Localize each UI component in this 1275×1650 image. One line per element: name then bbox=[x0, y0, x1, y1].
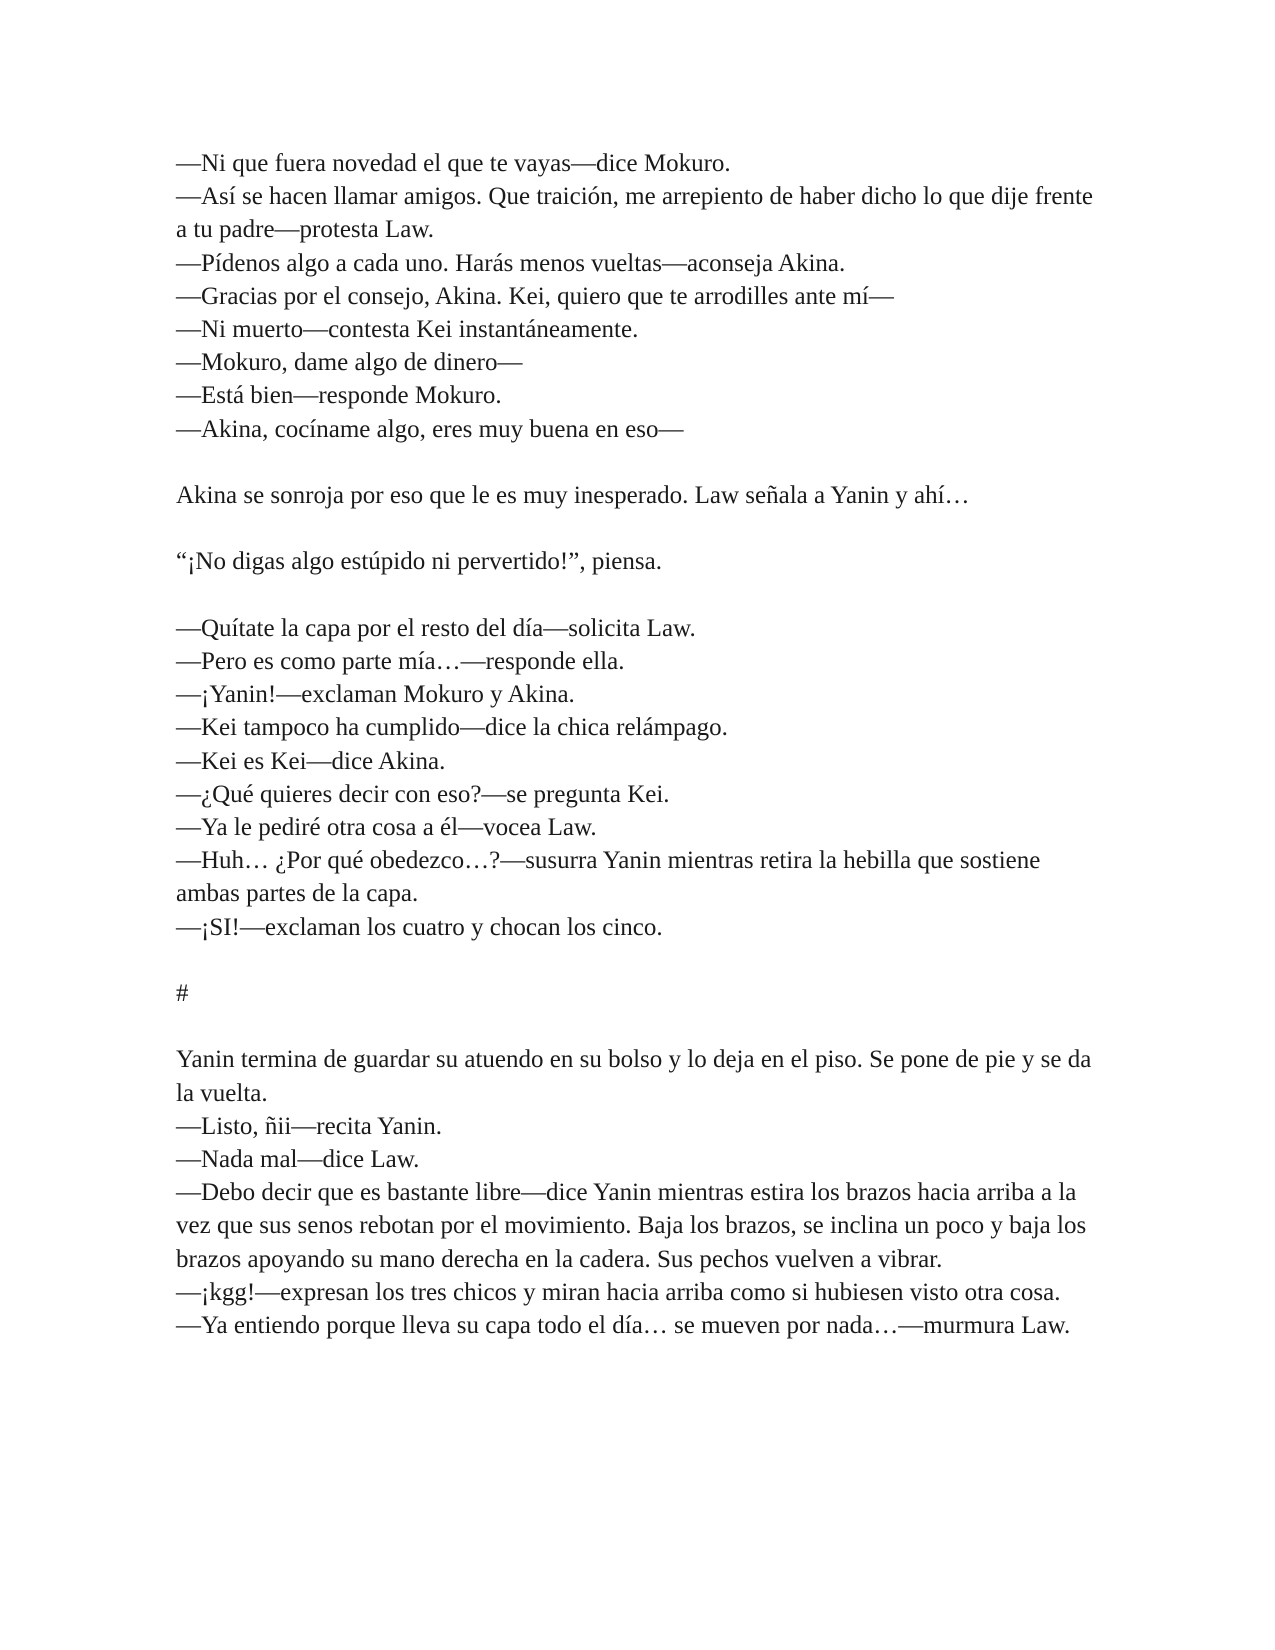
scene-break: # bbox=[176, 980, 189, 1008]
blank-line bbox=[176, 579, 1096, 612]
paragraph: —Gracias por el consejo, Akina. Kei, quiero que te arrodilles ante mí— bbox=[176, 282, 894, 310]
paragraph: —Ni muerto—contesta Kei instantáneamente. bbox=[176, 316, 639, 344]
document-page bbox=[176, 147, 1096, 1342]
paragraph: —Akina, cocíname algo, eres muy buena en eso— bbox=[176, 415, 684, 443]
blank-line bbox=[176, 512, 1096, 545]
paragraph: —Kei tampoco ha cumplido—dice la chica relámpago. bbox=[176, 714, 728, 742]
paragraph: —Mokuro, dame algo de dinero— bbox=[176, 349, 523, 377]
paragraph: —Kei es Kei—dice Akina. bbox=[176, 747, 446, 775]
paragraph: —Pero es como parte mía…—responde ella. bbox=[176, 648, 625, 675]
blank-line bbox=[176, 1010, 1096, 1043]
paragraph: —Quítate la capa por el resto del día—solicita Law. bbox=[176, 614, 696, 642]
paragraph: —Debo decir que es bastante libre—dice Yanin mientras estira los brazos hacia arriba a la vez que sus senos rebotan por el movimiento. Baja los brazos, se inclina un poco y baja los brazos apoyando su mano derecha en la cadera. Sus pechos vuelven a vibrar. bbox=[176, 1179, 1087, 1273]
paragraph: —Ni que fuera novedad el que te vayas—dice Mokuro. bbox=[176, 150, 731, 177]
paragraph: —Ya le pediré otra cosa a él—vocea Law. bbox=[176, 814, 597, 842]
paragraph: —¡kgg!—expresan los tres chicos y miran hacia arriba como si hubiesen visto otra cosa. bbox=[176, 1278, 1061, 1306]
blank-line bbox=[176, 944, 1096, 977]
paragraph: —Pídenos algo a cada uno. Harás menos vueltas—aconseja Akina. bbox=[176, 249, 846, 277]
paragraph: Akina se sonroja por eso que le es muy inesperado. Law señala a Yanin y ahí… bbox=[176, 482, 970, 510]
paragraph: —Así se hacen llamar amigos. Que traición, me arrepiento de haber dicho lo que dije frente a tu padre—protesta Law. bbox=[176, 183, 1094, 244]
blank-line bbox=[176, 446, 1096, 479]
paragraph: —Está bien—responde Mokuro. bbox=[176, 382, 502, 410]
paragraph: —¡Yanin!—exclaman Mokuro y Akina. bbox=[176, 681, 575, 709]
paragraph: —¿Qué quieres decir con eso?—se pregunta Kei. bbox=[176, 780, 670, 808]
paragraph: Yanin termina de guardar su atuendo en su bolso y lo deja en el piso. Se pone de pie y se da la vuelta. bbox=[176, 1046, 1092, 1107]
paragraph: —Nada mal—dice Law. bbox=[176, 1146, 420, 1174]
paragraph: —Huh… ¿Por qué obedezco…?—susurra Yanin mientras retira la hebilla que sostiene ambas partes de la capa. bbox=[176, 847, 1041, 908]
paragraph: —Listo, ñii—recita Yanin. bbox=[176, 1112, 442, 1140]
paragraph: “¡No digas algo estúpido ni pervertido!”, piensa. bbox=[176, 548, 662, 576]
paragraph: —Ya entiendo porque lleva su capa todo el día… se mueven por nada…—murmura Law. bbox=[176, 1312, 1071, 1340]
paragraph: —¡SI!—exclaman los cuatro y chocan los cinco. bbox=[176, 913, 663, 941]
